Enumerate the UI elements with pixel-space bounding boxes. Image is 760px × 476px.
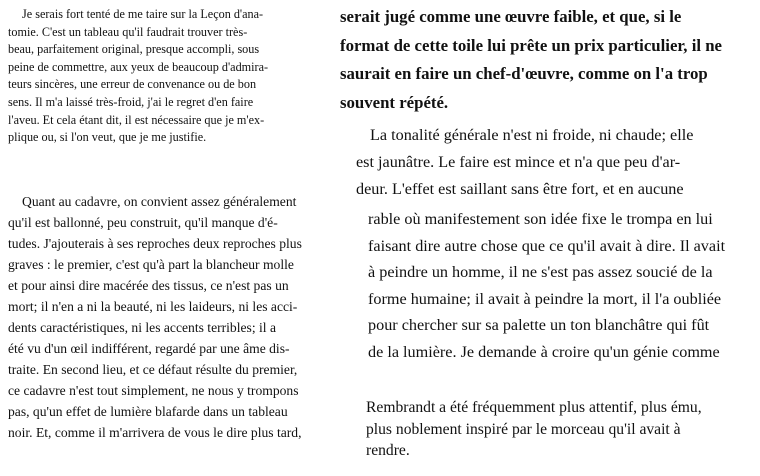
text-line: deur. L'effet est saillant sans être fort, et en aucune — [356, 180, 684, 198]
text-line: graves : le premier, c'est qu'à part la blancheur molle — [8, 257, 294, 272]
text-line: rable où manifestement son idée fixe le trompa en lui — [368, 210, 713, 228]
text-line: beau, parfaitement original, presque accompli, sous — [8, 42, 260, 57]
text-line: plique ou, si l'on veut, que je me justifie. — [8, 130, 207, 145]
text-line: été vu d'un œil indifférent, regardé par une âme dis- — [8, 341, 290, 356]
right-middle-block-2 — [368, 206, 725, 366]
text-line: serait jugé comme une œuvre faible, et que, si le — [340, 7, 682, 26]
text-line: tudes. J'ajouterais à ses reproches deux reproches plus — [8, 236, 302, 251]
text-line: rendre. — [366, 442, 410, 459]
text-line: Je serais fort tenté de me taire sur la Leçon d'ana- — [22, 7, 264, 21]
text-line: à peindre un homme, il ne s'est pas assez soucié de la — [368, 263, 713, 282]
text-line: La tonalité générale n'est ni froide, ni chaude; elle — [370, 126, 694, 144]
text-line: souvent répété. — [340, 92, 449, 112]
text-line: ce cadavre n'est tout simplement, ne nous y trompons — [8, 383, 299, 398]
text-line: tomie. C'est un tableau qu'il faudrait trouver très- — [8, 24, 248, 39]
left-top-paragraph — [8, 6, 268, 147]
text-line: forme humaine; il avait à peindre la mort, il l'a oubliée — [368, 289, 722, 308]
text-line: noir. Et, comme il m'arrivera de vous le dire plus tard, — [8, 425, 302, 440]
text-line: faisant dire autre chose que ce qu'il avait à dire. Il avait — [368, 236, 726, 255]
text-line: format de cette toile lui prête un prix particulier, il ne — [340, 35, 723, 55]
text-line: sens. Il m'a laissé très-froid, j'ai le regret d'en faire — [8, 94, 254, 109]
text-line: qu'il est ballonné, peu construit, qu'il manque d'é- — [8, 215, 278, 230]
text-line: Quant au cadavre, on convient assez généralement — [22, 194, 297, 209]
left-bottom-paragraph — [8, 191, 302, 443]
right-bottom-block — [366, 397, 702, 462]
text-line: traite. En second lieu, et ce défaut résulte du premier, — [8, 362, 298, 377]
text-line: pas, qu'un effet de lumière blafarde dans un tableau — [8, 404, 288, 419]
right-top-block — [340, 3, 722, 117]
right-middle-block-1 — [356, 122, 693, 203]
text-line: mort; il n'en a ni la beauté, ni les laideurs, ni les acci- — [8, 299, 298, 314]
text-line: Rembrandt a été fréquemment plus attentif, plus ému, — [366, 399, 702, 416]
text-line: l'aveu. Et cela étant dit, il est nécessaire que je m'ex- — [8, 112, 265, 127]
text-line: saurait en faire un chef-d'œuvre, comme on l'a trop — [340, 64, 708, 83]
text-line: de la lumière. Je demande à croire qu'un génie comme — [368, 342, 720, 361]
text-line: dents caractéristiques, ni les accents terribles; il a — [8, 320, 276, 335]
text-line: et pour ainsi dire macérée des tissus, ce n'est pas un — [8, 278, 289, 293]
text-line: plus noblement inspiré par le morceau qu'il avait à — [366, 420, 681, 438]
text-line: peine de commettre, aux yeux de beaucoup d'admira- — [8, 59, 269, 74]
text-line: teurs sincères, une erreur de convenance ou de bon — [8, 77, 257, 92]
text-line: pour chercher sur sa palette un ton blanchâtre qui fût — [368, 316, 710, 335]
text-line: est jaunâtre. Le faire est mince et n'a que peu d'ar- — [356, 153, 681, 171]
